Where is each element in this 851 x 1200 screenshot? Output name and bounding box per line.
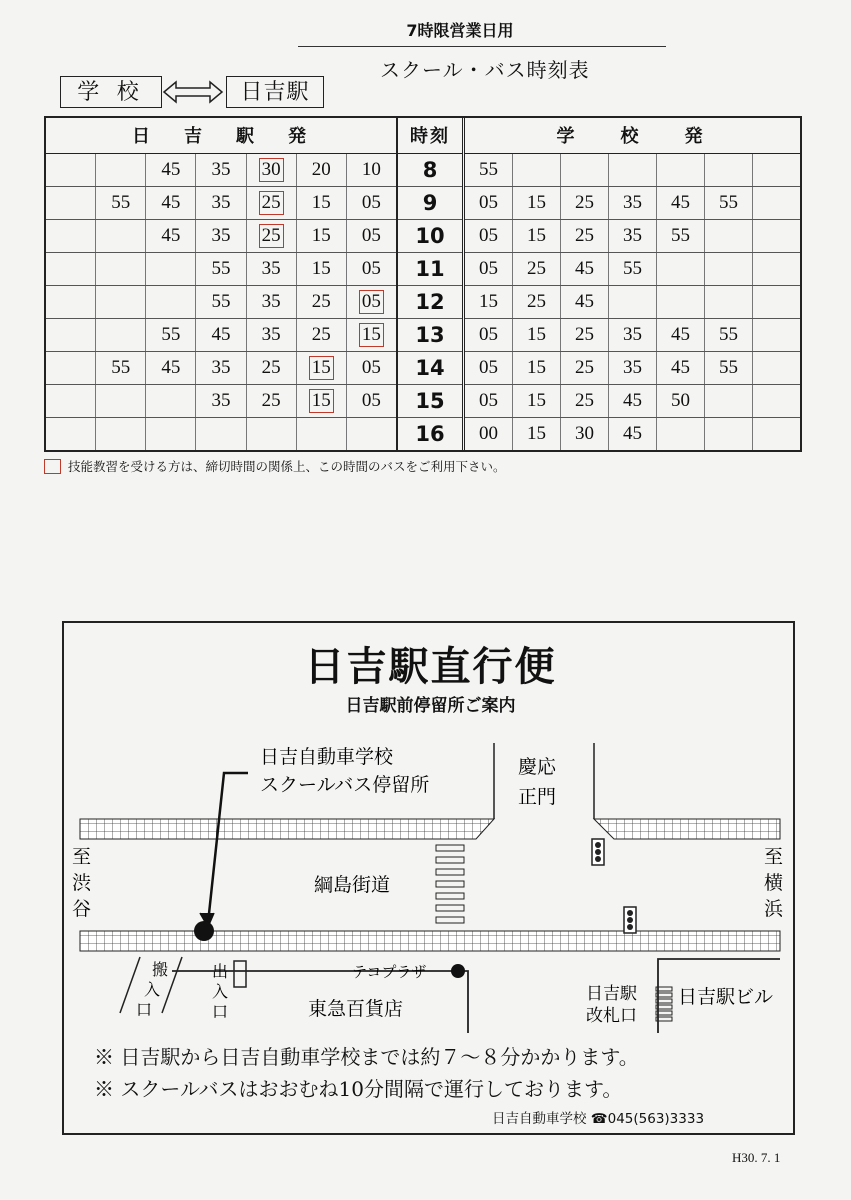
departure-time-cell: 45 [561, 253, 609, 285]
departure-time-cell: 05 [465, 253, 513, 285]
departure-time-cell: 25 [513, 253, 561, 285]
hiyoshi-row [46, 385, 396, 418]
traffic-signal-icon [624, 907, 636, 933]
departure-time-cell: 05 [361, 192, 381, 213]
ticket-gate-label: 改札口 [586, 1006, 637, 1026]
hour-cell: 11 [398, 253, 462, 286]
departure-time-cell: 00 [465, 418, 513, 450]
departure-time-cell [705, 253, 753, 285]
route-destination-label: 日吉駅 [226, 76, 324, 108]
hour-column [396, 118, 465, 450]
departure-time-cell: 45 [609, 385, 657, 417]
hour-column-header: 時刻 [398, 118, 462, 154]
departure-time-cell [146, 418, 196, 450]
departure-time-cell [753, 154, 800, 186]
departure-time-cell [705, 418, 753, 450]
departure-time-cell: 15 [297, 187, 347, 219]
departure-time-cell [657, 154, 705, 186]
departure-time-cell [753, 385, 800, 417]
departure-time-cell: 25 [561, 385, 609, 417]
departure-time-cell: 35 [247, 286, 297, 318]
departure-time-cell [96, 319, 146, 351]
departure-time-cell [753, 187, 800, 219]
departure-time-cell: 05 [361, 258, 381, 279]
school-row [465, 418, 800, 450]
departure-time-cell: 25 [247, 187, 297, 219]
departure-time-cell: 15 [297, 352, 347, 384]
keio-gate-label: 正門 [518, 786, 557, 808]
departure-time-cell: 15 [347, 319, 396, 351]
departure-time-cell: 05 [465, 187, 513, 219]
school-departures-body [465, 154, 800, 450]
departure-time-cell: 35 [247, 319, 297, 351]
departure-time-cell: 45 [146, 154, 196, 186]
departure-time-cell: 35 [609, 220, 657, 252]
departure-time-cell: 25 [297, 319, 347, 351]
departure-time-cell: 15 [513, 187, 561, 219]
departure-time-cell: 15 [513, 319, 561, 351]
departure-time-cell: 45 [657, 187, 705, 219]
issue-date: H30. 7. 1 [732, 1150, 781, 1165]
to-shibuya-label: 谷 [72, 898, 92, 920]
departure-time-cell [753, 319, 800, 351]
school-row [465, 385, 800, 418]
departure-time-cell: 45 [196, 319, 246, 351]
school-departures-header: 学校発 [465, 118, 800, 154]
departure-time-cell: 05 [465, 220, 513, 252]
departure-time-cell: 45 [146, 352, 196, 384]
travel-time-note: ※ 日吉駅から日吉自動車学校までは約７～８分かかります。 [94, 1045, 639, 1069]
departure-time-cell [96, 220, 146, 252]
departure-time-cell: 35 [609, 187, 657, 219]
departure-time-cell [146, 286, 196, 318]
title-divider [298, 46, 666, 47]
departure-time-cell: 35 [196, 220, 246, 252]
hour-cell: 12 [398, 286, 462, 319]
departure-time-cell [46, 253, 96, 285]
station-building-label: 日吉駅ビル [678, 986, 774, 1008]
road-label: 綱島街道 [314, 874, 391, 896]
departure-time-cell: 45 [561, 286, 609, 318]
departure-time-cell: 15 [513, 385, 561, 417]
panel-title: 日吉駅直行便 [304, 644, 557, 690]
hiyoshi-departures-section [46, 118, 396, 450]
hiyoshi-row [46, 418, 396, 450]
departure-time-cell [46, 418, 96, 450]
departure-time-cell: 55 [96, 187, 146, 219]
departure-time-cell [753, 253, 800, 285]
departure-time-cell [96, 385, 146, 417]
departure-time-cell: 25 [297, 286, 347, 318]
school-row [465, 286, 800, 319]
departure-time-cell [146, 253, 196, 285]
departure-time-cell [196, 418, 246, 450]
departure-time-cell [46, 220, 96, 252]
route-origin-label: 学 校 [60, 76, 162, 108]
frequency-note: ※ スクールバスはおおむね10分間隔で運行しております。 [94, 1077, 623, 1101]
hiyoshi-row [46, 187, 396, 220]
departure-time-cell [705, 154, 753, 186]
hiyoshi-row [46, 154, 396, 187]
departure-time-cell: 25 [513, 286, 561, 318]
departure-time-cell: 25 [561, 352, 609, 384]
departure-time-cell: 25 [561, 220, 609, 252]
stop-label-school: 日吉自動車学校 [260, 746, 394, 768]
crosswalk [436, 845, 464, 923]
departure-time-cell [513, 154, 561, 186]
departure-time-cell: 25 [247, 220, 297, 252]
bus-stop-pointer [208, 773, 248, 923]
departure-time-cell: 30 [247, 154, 297, 186]
hiyoshi-row [46, 319, 396, 352]
departure-time-cell: 35 [196, 385, 246, 417]
to-shibuya-label: 渋 [72, 872, 92, 894]
hiyoshi-stop-panel [62, 621, 795, 1135]
hour-column-body [398, 154, 462, 450]
departure-time-cell [96, 154, 146, 186]
departure-time-cell [705, 385, 753, 417]
departure-time-cell [247, 418, 297, 450]
departure-time-cell [657, 418, 705, 450]
departure-time-cell: 35 [609, 319, 657, 351]
departure-time-cell: 25 [247, 385, 297, 417]
departure-time-cell: 55 [705, 319, 753, 351]
departure-time-cell: 35 [247, 253, 297, 285]
departure-time-cell [46, 187, 96, 219]
departure-time-cell [753, 418, 800, 450]
ticket-gate-label: 日吉駅 [586, 984, 637, 1004]
departure-time-cell [46, 352, 96, 384]
hiyoshi-row [46, 286, 396, 319]
departure-time-cell: 55 [705, 352, 753, 384]
hour-cell: 9 [398, 187, 462, 220]
departure-time-cell: 45 [146, 187, 196, 219]
departure-time-cell [297, 418, 347, 450]
hiyoshi-departures-header: 日吉駅発 [46, 118, 396, 154]
departure-time-cell: 15 [465, 286, 513, 318]
hour-cell: 15 [398, 385, 462, 418]
departure-time-cell [96, 253, 146, 285]
hour-cell: 13 [398, 319, 462, 352]
hannyu-label: 口 [136, 1000, 153, 1019]
hiyoshi-row [46, 220, 396, 253]
school-row [465, 319, 800, 352]
departure-time-cell [96, 418, 146, 450]
departure-time-cell [46, 286, 96, 318]
school-row [465, 187, 800, 220]
legend-text: 技能教習を受ける方は、締切時間の関係上、この時間のバスをご利用下さい。 [68, 460, 506, 474]
departure-time-cell: 55 [705, 187, 753, 219]
departure-time-cell: 35 [196, 154, 246, 186]
hour-cell: 16 [415, 422, 445, 446]
departure-time-cell [705, 286, 753, 318]
departure-time-cell: 15 [297, 220, 347, 252]
departure-time-cell: 30 [561, 418, 609, 450]
departure-time-cell [46, 385, 96, 417]
departure-time-cell: 05 [361, 225, 381, 246]
hiyoshi-row [46, 253, 396, 286]
lower-sidewalk [80, 931, 780, 951]
departure-time-cell: 05 [465, 352, 513, 384]
departure-time-cell [705, 220, 753, 252]
departure-time-cell: 15 [513, 418, 561, 450]
departure-time-cell [46, 319, 96, 351]
departure-time-cell [657, 253, 705, 285]
bus-stop-icon [194, 921, 214, 941]
departure-time-cell [46, 154, 96, 186]
deiri-label: 口 [212, 1002, 229, 1021]
departure-time-cell: 55 [465, 154, 513, 186]
departure-time-cell: 05 [361, 390, 381, 411]
departure-time-cell: 45 [609, 418, 657, 450]
departure-time-cell: 45 [657, 352, 705, 384]
departure-time-cell: 05 [347, 286, 396, 318]
upper-sidewalk-right [594, 819, 780, 839]
departure-time-cell [753, 220, 800, 252]
deiri-post [234, 961, 246, 987]
deiri-label: 出 [212, 962, 229, 981]
departure-time-cell [347, 418, 396, 450]
page-title: 7時限営業日用 [406, 21, 514, 40]
departure-time-cell: 50 [657, 385, 705, 417]
school-row [465, 220, 800, 253]
traffic-signal-icon [592, 839, 604, 865]
departure-time-cell: 55 [146, 319, 196, 351]
departure-time-cell [753, 286, 800, 318]
departure-time-cell [146, 385, 196, 417]
hour-cell: 8 [398, 154, 462, 187]
departure-time-cell: 55 [609, 253, 657, 285]
hannyu-label: 入 [144, 980, 161, 999]
legend-marker [44, 459, 61, 474]
departure-time-cell [96, 286, 146, 318]
departure-time-cell: 55 [657, 220, 705, 252]
departure-time-cell: 20 [297, 154, 347, 186]
departure-time-cell: 35 [196, 187, 246, 219]
hiyoshi-row [46, 352, 396, 385]
double-arrow-icon [162, 78, 224, 106]
tokyu-label: 東急百貨店 [308, 998, 404, 1020]
stop-label-bus-stop: スクールバス停留所 [260, 774, 430, 796]
to-yokohama-label: 至 [764, 846, 784, 868]
hiyoshi-departures-body [46, 154, 396, 450]
departure-time-cell: 25 [561, 319, 609, 351]
departure-time-cell [609, 286, 657, 318]
upper-sidewalk [80, 819, 494, 839]
departure-time-cell [657, 286, 705, 318]
departure-time-cell: 15 [297, 385, 347, 417]
departure-time-cell: 45 [146, 220, 196, 252]
page-subtitle: スクール・バス時刻表 [380, 60, 590, 82]
departure-time-cell: 55 [96, 352, 146, 384]
school-row [465, 352, 800, 385]
contact-info: 日吉自動車学校 ☎045(563)3333 [492, 1111, 705, 1127]
departure-time-cell: 15 [513, 352, 561, 384]
departure-time-cell: 05 [361, 357, 381, 378]
departure-time-cell: 15 [297, 253, 347, 285]
departure-time-cell: 15 [513, 220, 561, 252]
hour-cell: 10 [398, 220, 462, 253]
panel-subtitle: 日吉駅前停留所ご案内 [345, 696, 516, 716]
to-yokohama-label: 浜 [764, 898, 784, 920]
school-row [465, 253, 800, 286]
departure-time-cell [609, 154, 657, 186]
departure-time-cell [753, 352, 800, 384]
to-yokohama-label: 横 [764, 872, 784, 894]
to-shibuya-label: 至 [72, 846, 92, 868]
departure-time-cell: 45 [657, 319, 705, 351]
teko-plaza-label: テコプラザ [352, 963, 427, 981]
school-departures-section [465, 118, 800, 450]
departure-time-cell [561, 154, 609, 186]
departure-time-cell: 05 [465, 385, 513, 417]
deiri-label: 入 [212, 982, 229, 1001]
timetable [44, 116, 802, 452]
keio-label: 慶応 [518, 756, 557, 778]
departure-time-cell: 55 [196, 253, 246, 285]
hannyu-label: 搬 [152, 960, 169, 979]
departure-time-cell: 35 [196, 352, 246, 384]
departure-time-cell: 05 [465, 319, 513, 351]
school-row [465, 154, 800, 187]
departure-time-cell: 25 [247, 352, 297, 384]
departure-time-cell: 25 [561, 187, 609, 219]
departure-time-cell: 55 [196, 286, 246, 318]
hour-cell: 14 [398, 352, 462, 385]
departure-time-cell: 10 [361, 159, 381, 180]
teko-plaza-icon [451, 964, 465, 978]
departure-time-cell: 35 [609, 352, 657, 384]
